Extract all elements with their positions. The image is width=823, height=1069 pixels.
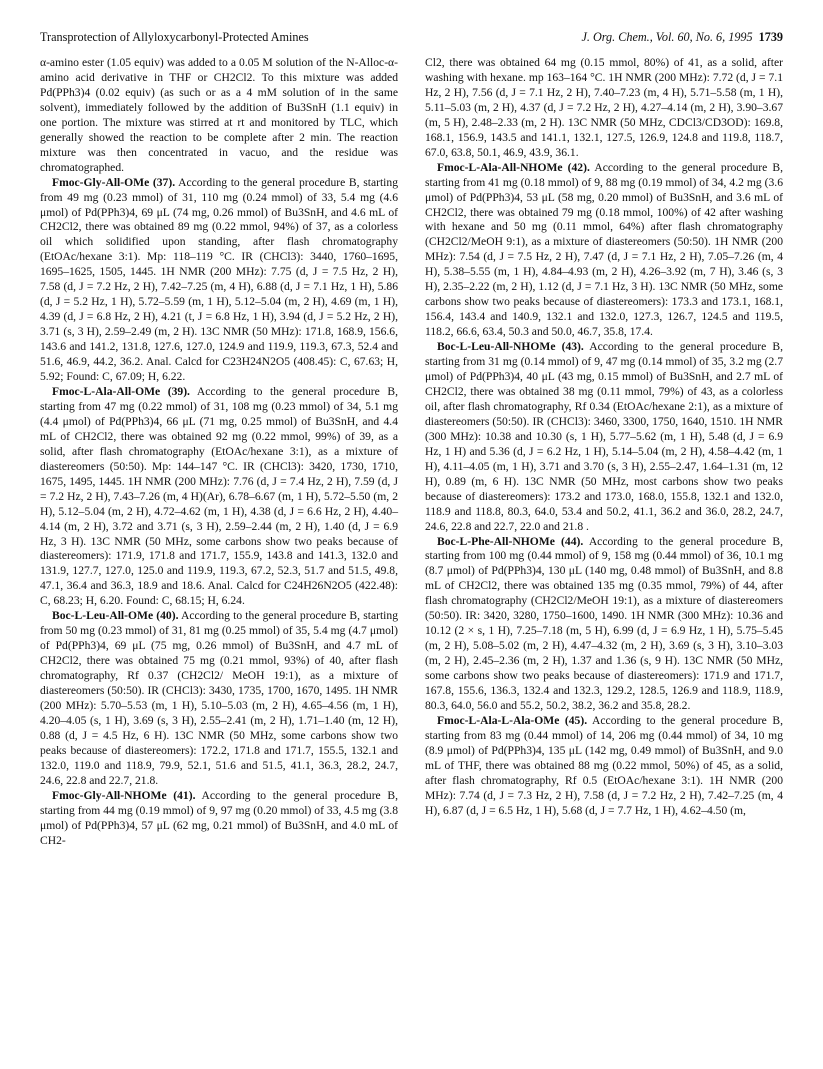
two-column-body bbox=[40, 56, 783, 849]
compound-heading: Boc-L-Leu-All-NHOMe (43). bbox=[437, 340, 584, 354]
journal-reference: J. Org. Chem., Vol. 60, No. 6, 1995 bbox=[581, 30, 753, 44]
paragraph bbox=[425, 161, 783, 340]
paragraph bbox=[40, 56, 398, 176]
paragraph-text: According to the general procedure B, starting from 44 mg (0.19 mmol) of 9, 97 mg (0.20 mmol) of 33, 4.5 mg (3.8 μmol) of Pd(PPh3)4, 57 μL (62 mg, 0.21 mmol) of Bu3SnH, and 4.0 mL of CH2- bbox=[40, 788, 398, 847]
paragraph bbox=[40, 176, 398, 385]
right-column bbox=[425, 56, 783, 849]
paragraph-text: According to the general procedure B, starting from 47 mg (0.22 mmol) of 31, 108 mg (0.23 mmol) of 34, 5.1 mg (4.4 μmol) of Pd(PPh3)4, 66 μL (71 mg, 0.25 mmol) of Bu3SnH, and 4.4 mL of CH2Cl2, there was obtained 92 mg (0.22 mmol, 99%) of 39, as a solid, after flash chromatography (EtOAc/hexane 3:1), as a mixture of diastereomers (50:50). Mp: 144–147 °C. IR (CHCl3): 3420, 1730, 1710, 1675, 1495, 1445. 1H NMR (200 MHz): 7.76 (d, J = 7.4 Hz, 2 H), 7.59 (d, J = 7.2 Hz, 2 H), 7.43–7.26 (m, 4 H)(Ar), 6.78–6.67 (m, 1 H), 5.72–5.50 (m, 2 H), 5.12–5.04 (m, 2 H), 4.72–4.62 (m, 1 H), 4.38 (d, J = 6.6 Hz, 2 H), 4.40–4.14 (m, 2 H), 3.72 and 3.71 (s, 3 H), 2.59–2.44 (m, 2 H), 1.40 (d, J = 6.9 Hz, 3 H). 13C NMR (50 MHz, some carbons show two peaks because of diastereomers): 171.9, 171.8 and 171.7, 155.9, 143.8 and 141.3, 132.0 and 131.9, 127.7, 127.0, 125.0 and 119.9, 119.3, 67.2, 52.3, 51.7 and 51.5, 49.8, 47.1, 36.4 and 36.3, 18.9 and 18.6. Anal. Calcd for C24H26N2O5 (422.48): C, 68.23; H, 6.20. Found: C, 68.15; H, 6.24. bbox=[40, 384, 398, 608]
page-number: 1739 bbox=[758, 30, 783, 44]
paragraph bbox=[425, 535, 783, 714]
paragraph-text: According to the general procedure B, starting from 49 mg (0.23 mmol) of 31, 110 mg (0.24 mmol) of 33, 5.4 mg (4.6 μmol) of Pd(PPh3)4, 69 μL (74 mg, 0.26 mmol) of Bu3SnH, and 4.6 mL of CH2Cl2, there was obtained 89 mg (0.22 mmol, 94%) of 37, as a colorless oil which solidified upon standing, after flash chromatography (EtOAc/hexane 3:1). Mp: 118–119 °C. IR (CHCl3): 3440, 1760–1695, 1695–1625, 1505, 1445. 1H NMR (200 MHz): 7.75 (d, J = 7.5 Hz, 2 H), 7.58 (d, J = 7.2 Hz, 2 H), 7.42–7.25 (m, 4 H), 6.88 (d, J = 7.1 Hz, 1 H), 5.86 (d, J = 5.2 Hz, 1 H), 5.72–5.59 (m, 1 H), 5.12–5.04 (m, 2 H), 4.69 (m, 1 H), 4.39 (d, J = 6.8 Hz, 2 H), 4.21 (t, J = 6.8 Hz, 1 H), 3.94 (d, J = 5.2 Hz, 2 H), 3.71 (s, 3 H), 2.59–2.49 (m, 2 H). 13C NMR (50 MHz): 171.8, 168.9, 156.6, 143.6 and 141.2, 131.8, 127.6, 127.0, 124.9 and 119.9, 119.3, 67.3, 52.4 and 51.6, 46.9, 44.2, 36.2. Anal. Calcd for C23H24N2O5 (408.45): C, 67.63; H, 5.92; Found: C, 67.09; H, 6.22. bbox=[40, 175, 398, 384]
compound-heading: Boc-L-Leu-All-OMe (40). bbox=[52, 609, 179, 623]
paragraph bbox=[425, 714, 783, 819]
compound-heading: Fmoc-L-Ala-All-OMe (39). bbox=[52, 384, 190, 398]
paragraph-text: According to the general procedure B, starting from 41 mg (0.18 mmol) of 9, 88 mg (0.19 mmol) of 34, 4.2 mg (3.6 μmol) of Pd(PPh3)4, 53 μL (58 mg, 0.20 mmol) of Bu3SnH, and 3.6 mL of CH2Cl2, there was obtained 79 mg (0.18 mmol, 100%) of 42 after washing with hexane and 50 mg (0.11 mmol, 64%) after flash chromatography (CH2Cl2/MeOH 9:1), as a mixture of diastereomers (50:50). 1H NMR (200 MHz): 7.54 (d, J = 7.5 Hz, 2 H), 7.47 (d, J = 7.1 Hz, 2 H), 7.05–7.26 (m, 4 H), 5.38–5.55 (m, 1 H), 4.84–4.93 (m, 2 H), 4.26–3.92 (m, 7 H), 3.46 (s, 3 H), 2.35–2.22 (m, 2 H), 1.12 (d, J = 7.1 Hz, 3 H). 13C NMR (50 MHz, some carbons show two peaks because of diastereomers): 173.3 and 173.1, 168.1, 156.4, 143.4 and 140.9, 132.1 and 132.0, 127.3, 126.7, 124.5 and 119.5, 118.2, 66.6, 63.4, 50.3 and 50.0, 46.7, 35.8, 17.4. bbox=[425, 160, 783, 339]
paragraph-text: According to the general procedure B, starting from 31 mg (0.14 mmol) of 9, 47 mg (0.14 mmol) of 35, 3.2 mg (2.7 μmol) of Pd(PPh3)4, 40 μL (43 mg, 0.15 mmol) of Bu3SnH, and 2.7 mL of CH2Cl2, there was obtained 38 mg (0.11 mmol, 79%) of 43, as a colorless oil, after flash chromatography, Rf 0.34 (EtOAc/hexane 2:1), as a mixture of diastereomers (50:50). IR (CHCl3): 3460, 3300, 1750, 1640, 1510. 1H NMR (300 MHz): 10.38 and 10.30 (s, 1 H), 5.77–5.62 (m, 1 H), 5.48 (d, J = 6.9 Hz, 1 H) and 5.36 (d, J = 6.2 Hz, 1 H), 5.14–5.04 (m, 2 H), 4.58–4.42 (m, 1 H), 4.11–4.05 (m, 1 H), 3.71 and 3.70 (s, 3 H), 2.55–2.47, 1.64–1.31 (m, 12 H), 0.89 (m, 6 H). 13C NMR (50 MHz, most carbons show two peaks because of diastereomers): 173.2 and 173.0, 168.0, 155.8, 132.1 and 132.0, 118.9 and 118.8, 80.3, 64.0, 53.4 and 50.2, 41.1, 36.2 and 36.0, 28.2, 24.7, 24.6, 22.8 and 22.7, 22.0 and 21.8 . bbox=[425, 340, 783, 533]
paragraph-text: According to the general procedure B, starting from 100 mg (0.44 mmol) of 9, 158 mg (0.44 mmol) of 36, 10.1 mg (8.7 μmol) of Pd(PPh3)4, 130 μL (140 mg, 0.48 mmol) of Bu3SnH, and 8.8 mL of CH2Cl2, there was obtained 135 mg (0.35 mmol, 79%) of 44, after flash chromatography (CH2Cl2/MeOH 19:1), as a mixture of diastereomers (50:50). IR: 3420, 3280, 1750–1600, 1490. 1H NMR (300 MHz): 10.36 and 10.12 (2 × s, 1 H), 7.25–7.18 (m, 5 H), 6.99 (d, J = 6.9 Hz, 1 H), 5.75–5.45 (m, 2 H), 5.08–5.02 (m, 2 H), 4.47–4.32 (m, 2 H), 3.69 (s, 3 H), 3.10–3.03 (m, 2 H), 2.45–2.36 (m, 2 H), 1.37 and 1.36 (s, 9 H). 13C NMR (50 MHz, some carbons show two peaks because of diastereomers): 171.9 and 171.7, 167.8, 155.6, 136.3, 132.4 and 132.3, 129.2, 128.5, 126.9 and 118.9, 118.9, 80.3, 64.0, 56.0 and 55.2, 50.2, 38.2, 36.2 and 35.8, 28.2. bbox=[425, 534, 783, 712]
compound-heading: Boc-L-Phe-All-NHOMe (44). bbox=[437, 534, 584, 548]
compound-heading: Fmoc-L-Ala-All-NHOMe (42). bbox=[437, 160, 590, 174]
paragraph bbox=[40, 609, 398, 788]
paragraph-text: α-amino ester (1.05 equiv) was added to a 0.05 M solution of the N-Alloc-α-amino acid derivative in THF or CH2Cl2. To this mixture was added Pd(PPh3)4 (0.02 equiv) (as such or as a 4 mM solution of in the same solvent), immediately followed by the addition of Bu3SnH (1.1 equiv) in one portion. The mixture was stirred at rt and monitored by TLC, which generally showed the reaction to be complete after 2 min. The reaction mixture was then concentrated in vacuo, and the residue was chromatographed. bbox=[40, 56, 398, 174]
paragraph bbox=[425, 340, 783, 534]
paragraph bbox=[40, 385, 398, 609]
paragraph-text: Cl2, there was obtained 64 mg (0.15 mmol, 80%) of 41, as a solid, after washing with hexane. mp 163–164 °C. 1H NMR (200 MHz): 7.72 (d, J = 7.1 Hz, 2 H), 7.56 (d, J = 7.1 Hz, 2 H), 7.40–7.23 (m, 4 H), 5.71–5.58 (m, 1 H), 5.11–5.03 (m, 2 H), 4.37 (d, J = 7.2 Hz, 2 H), 4.27–4.14 (m, 2 H), 3.90–3.67 (m, 5 H), 2.48–2.33 (m, 2 H). 13C NMR (50 MHz, CDCl3/CD3OD): 169.8, 168.1, 156.9, 143.5 and 141.1, 132.1, 127.5, 126.9, 124.8 and 119.8, 118.7, 67.0, 63.8, 50.1, 46.9, 43.9, 36.1. bbox=[425, 56, 783, 159]
compound-heading: Fmoc-Gly-All-OMe (37). bbox=[52, 175, 176, 189]
page-header bbox=[40, 30, 783, 52]
paragraph bbox=[425, 56, 783, 161]
compound-heading: Fmoc-Gly-All-NHOMe (41). bbox=[52, 788, 196, 802]
compound-heading: Fmoc-L-Ala-L-Ala-OMe (45). bbox=[437, 713, 588, 727]
paragraph-text: According to the general procedure B, starting from 83 mg (0.44 mmol) of 14, 206 mg (0.44 mmol) of 34, 10 mg (8.9 μmol) of Pd(PPh3)4, 135 μL (142 mg, 0.49 mmol) of Bu3SnH, and 9.0 mL of THF, there was obtained 88 mg (0.22 mmol, 50%) of 45, as a solid, after flash chromatography, Rf 0.5 (EtOAc/hexane 3:1). 1H NMR (200 MHz): 7.74 (d, J = 7.3 Hz, 2 H), 7.58 (d, J = 7.2 Hz, 2 H), 7.42–7.25 (m, 4 H), 6.87 (d, J = 6.5 Hz, 1 H), 5.68 (d, J = 7.7 Hz, 1 H), 4.62–4.50 (m, bbox=[425, 713, 784, 817]
left-column bbox=[40, 56, 398, 849]
journal-citation bbox=[581, 30, 783, 44]
paragraph bbox=[40, 789, 398, 849]
paragraph-text: According to the general procedure B, starting from 50 mg (0.23 mmol) of 31, 81 mg (0.25 mmol) of 35, 5.4 mg (4.7 μmol) of Pd(PPh3)4, 69 μL (75 mg, 0.26 mmol) of Bu3SnH, and 4.7 mL of CH2Cl2, there was obtained 75 mg (0.21 mmol, 93%) of 40, after flash chromatography, Rf 0.37 (CH2Cl2/ MeOH 19:1), as a mixture of diastereomers (50:50). IR (CHCl3): 3430, 1735, 1700, 1670, 1495. 1H NMR (200 MHz): 5.70–5.53 (m, 1 H), 5.10–5.03 (m, 2 H), 4.65–4.56 (m, 1 H), 4.20–4.05 (s, 1 H), 3.69 (s, 3 H), 2.55–2.41 (m, 2 H), 1.71–1.40 (m, 12 H), 0.88 (d, J = 4.5 Hz, 6 H). 13C NMR (50 MHz, some carbons show two peaks because of diastereomers): 172.2, 171.8 and 171.7, 155.5, 132.1 and 132.0, 119.0 and 118.9, 79.9, 52.1, 51.6 and 51.5, 41.1, 36.3, 28.2, 24.7, 24.6, 22.8 and 22.7, 21.8. bbox=[40, 609, 398, 787]
running-title: Transprotection of Allyloxycarbonyl-Protected Amines bbox=[40, 30, 309, 44]
